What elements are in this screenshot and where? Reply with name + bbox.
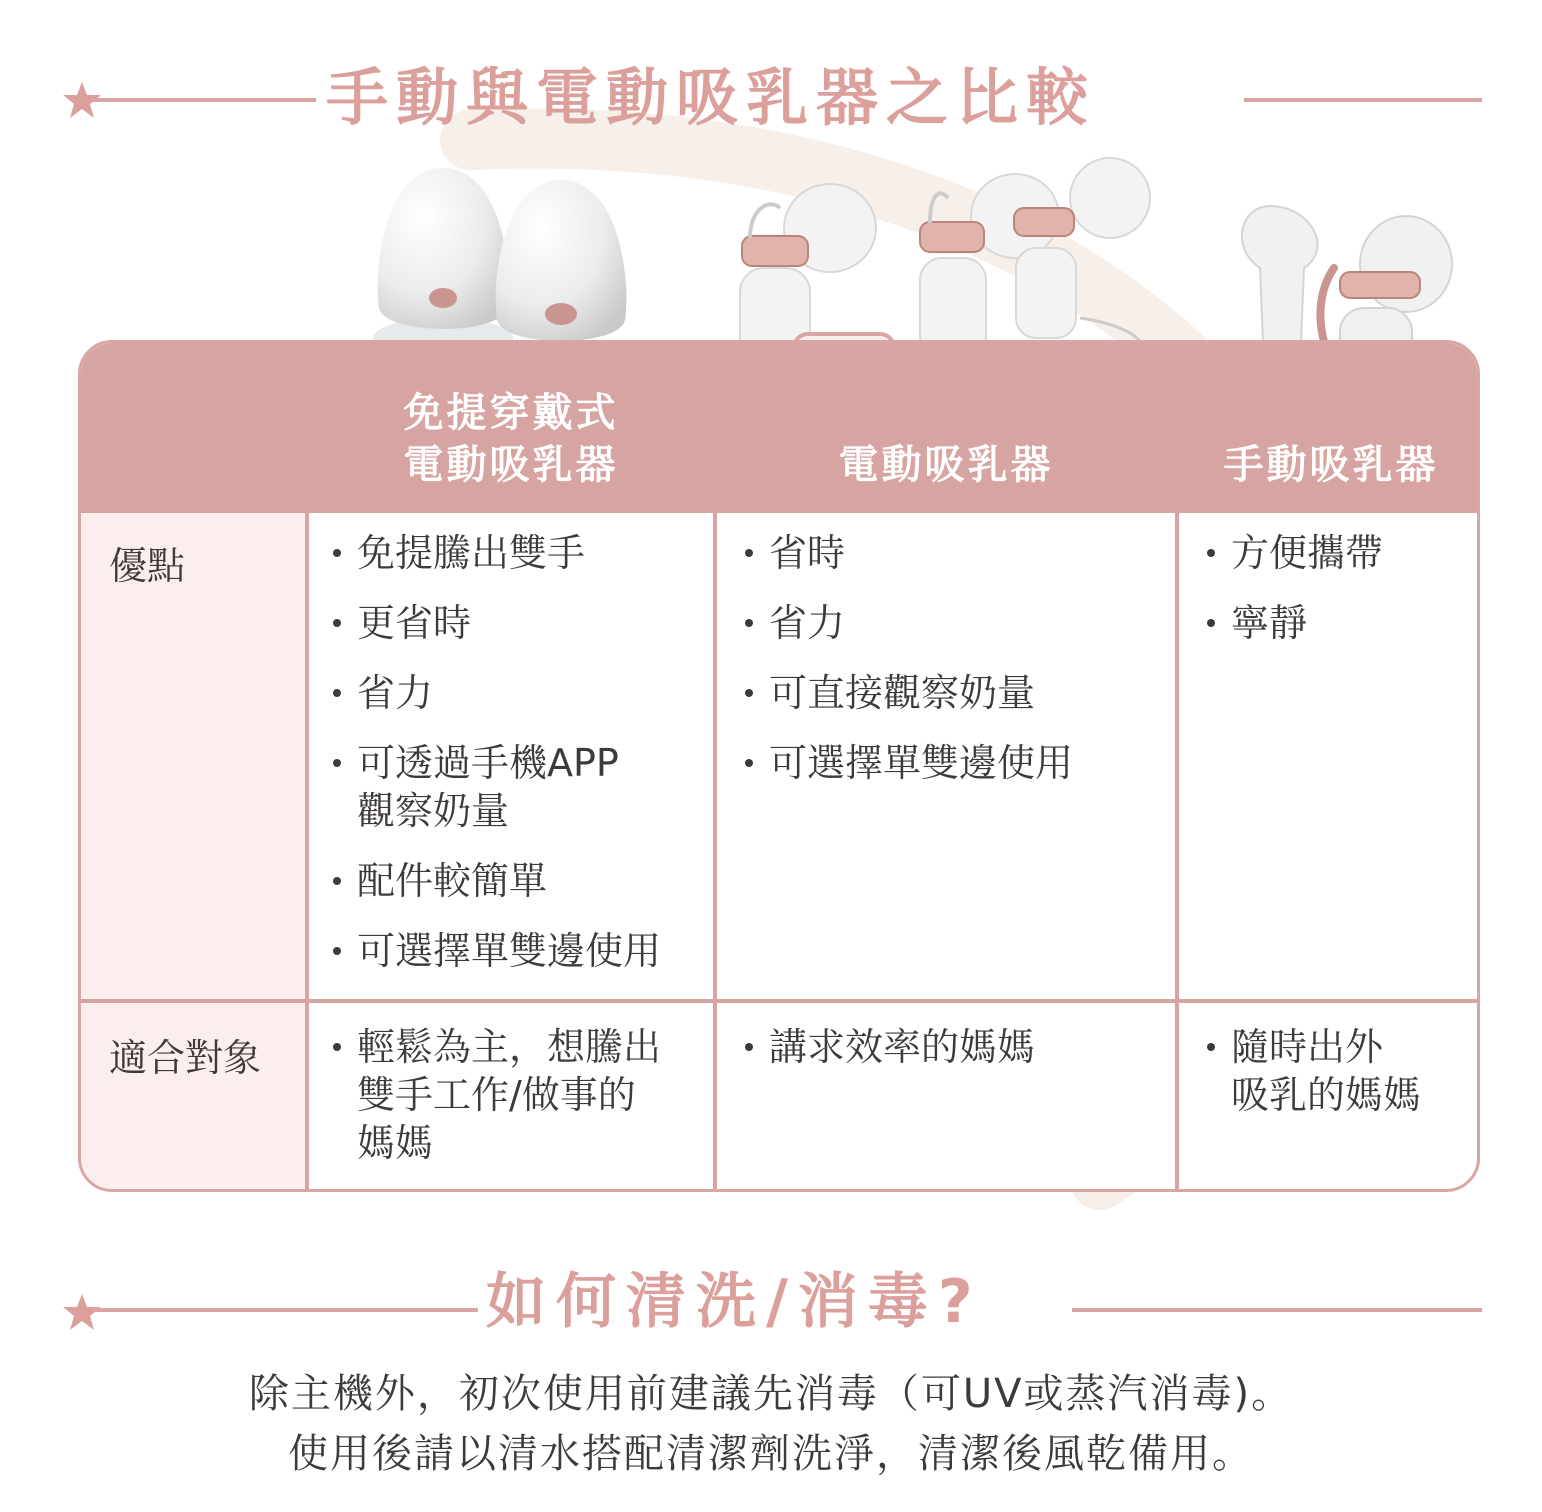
list-item: 可選擇單雙邊使用	[743, 739, 1163, 787]
suitable-wearable-list	[331, 1023, 701, 1189]
list-item: 免提騰出雙手	[331, 529, 701, 577]
column-header-line: 免提穿戴式	[403, 390, 619, 436]
heading-line-left	[92, 1308, 478, 1312]
list-item: 可選擇單雙邊使用	[331, 927, 701, 975]
list-item: 寧靜	[1205, 599, 1475, 647]
column-header-electric	[717, 439, 1175, 491]
list-item: 講求效率的媽媽	[743, 1023, 1163, 1071]
section-heading-comparison	[0, 58, 1542, 138]
row-label-advantages: 優點	[109, 544, 186, 588]
column-header-manual	[1179, 439, 1480, 491]
list-item: 可直接觀察奶量	[743, 669, 1163, 717]
list-item: 隨時出外 吸乳的媽媽	[1205, 1023, 1475, 1119]
heading-line-right	[1244, 98, 1482, 102]
column-header-line: 電動吸乳器	[403, 442, 619, 488]
column-header-line: 電動吸乳器	[838, 442, 1054, 488]
advantages-wearable-list	[331, 529, 701, 997]
heading-title: 手動與電動吸乳器之比較	[326, 61, 1097, 134]
advantages-electric-list	[743, 529, 1163, 809]
star-icon	[62, 1292, 102, 1332]
cleaning-paragraph-line: 使用後請以清水搭配清潔劑洗淨，清潔後風乾備用。	[288, 1431, 1254, 1477]
comparison-table	[78, 340, 1480, 1192]
heading-line-left	[92, 98, 316, 102]
column-header-wearable	[309, 387, 713, 491]
list-item: 方便攜帶	[1205, 529, 1475, 577]
row-label-suitable-users: 適合對象	[109, 1036, 262, 1080]
cleaning-paragraph-line: 除主機外，初次使用前建議先消毒（可UV或蒸汽消毒)。	[248, 1371, 1294, 1417]
column-header-line: 手動吸乳器	[1223, 442, 1439, 488]
list-item: 省時	[743, 529, 1163, 577]
list-item: 配件較簡單	[331, 857, 701, 905]
list-item: 省力	[331, 669, 701, 717]
list-item: 輕鬆為主，想騰出 雙手工作/做事的 媽媽	[331, 1023, 701, 1167]
list-item: 更省時	[331, 599, 701, 647]
table-divider	[81, 999, 1477, 1003]
wearable-pump-image	[365, 158, 637, 366]
list-item: 省力	[743, 599, 1163, 647]
list-item: 可透過手機APP 觀察奶量	[331, 739, 701, 835]
suitable-manual-list	[1205, 1023, 1475, 1141]
section-heading-cleaning	[0, 1262, 1542, 1342]
table-divider	[81, 509, 1477, 513]
heading-line-right	[1072, 1308, 1482, 1312]
advantages-manual-list	[1205, 529, 1475, 669]
table-label-column	[81, 513, 307, 1192]
heading-title: 如何清洗/消毒?	[486, 1267, 983, 1337]
suitable-electric-list	[743, 1023, 1163, 1093]
